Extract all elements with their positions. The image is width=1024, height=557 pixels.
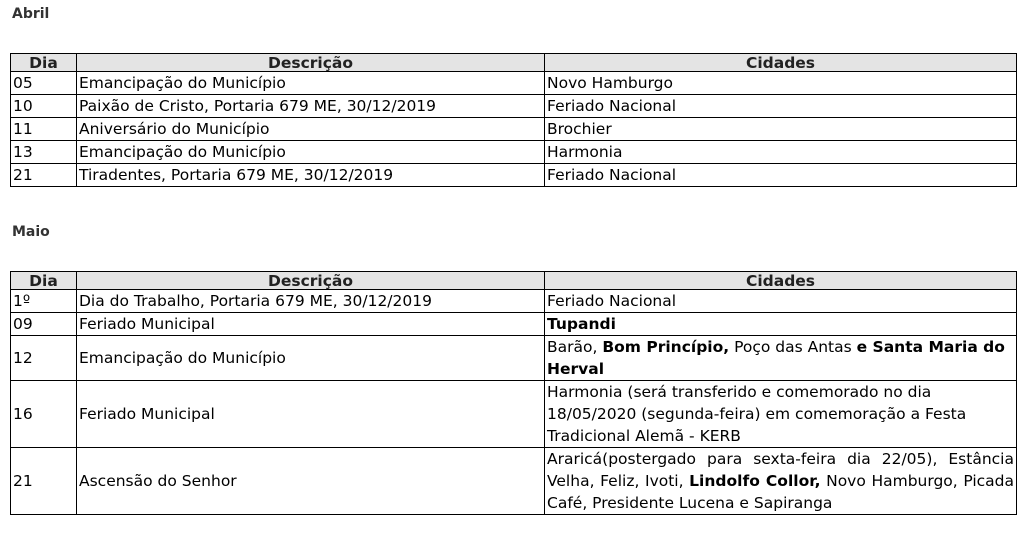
city-text: e Santa Maria do Herval: [547, 338, 1005, 378]
description-cell: Paixão de Cristo, Portaria 679 ME, 30/12/2019: [77, 95, 545, 118]
day-cell: 21: [11, 164, 77, 187]
column-header-descricao: Descrição: [77, 54, 545, 72]
description-cell: Emancipação do Município: [77, 336, 545, 381]
section-title-abril: Abril: [12, 6, 50, 22]
cities-cell: [545, 336, 1017, 381]
day-cell: 05: [11, 72, 77, 95]
description-cell: Aniversário do Município: [77, 118, 545, 141]
description-cell: Tiradentes, Portaria 679 ME, 30/12/2019: [77, 164, 545, 187]
table-row: [11, 336, 1017, 381]
city-text: Bom Princípio,: [602, 338, 730, 356]
table-row: [11, 164, 1017, 187]
holiday-table-maio: [10, 271, 1017, 515]
cities-cell: [545, 381, 1017, 448]
cities-cell: [545, 313, 1017, 336]
section-title-maio: Maio: [12, 224, 50, 240]
city-text: Lindolfo Collor,: [689, 472, 821, 490]
cities-cell: [545, 141, 1017, 164]
table-header-row: [11, 54, 1017, 72]
city-text: Feriado Nacional: [547, 97, 677, 115]
table-row: [11, 141, 1017, 164]
city-text: Novo Hamburgo: [547, 74, 673, 92]
description-cell: Ascensão do Senhor: [77, 448, 545, 515]
cities-cell: [545, 118, 1017, 141]
day-cell: 1º: [11, 290, 77, 313]
table-row: [11, 72, 1017, 95]
day-cell: 09: [11, 313, 77, 336]
city-text: Harmonia: [547, 143, 623, 161]
table-row: [11, 290, 1017, 313]
column-header-dia: Dia: [11, 54, 77, 72]
table-row: [11, 448, 1017, 515]
column-header-cidades: Cidades: [545, 272, 1017, 290]
column-header-descricao: Descrição: [77, 272, 545, 290]
city-text: Tupandi: [547, 315, 616, 333]
table-row: [11, 95, 1017, 118]
city-text: Feriado Nacional: [547, 292, 677, 310]
day-cell: 12: [11, 336, 77, 381]
holiday-table-abril: [10, 53, 1017, 187]
city-text: Feriado Nacional: [547, 166, 677, 184]
city-text: Araricá(postergado para sexta-feira dia 22/05), Estância Velha, Feliz, Ivoti,: [547, 450, 1014, 490]
day-cell: 10: [11, 95, 77, 118]
city-text: Brochier: [547, 120, 612, 138]
day-cell: 16: [11, 381, 77, 448]
cities-cell: [545, 290, 1017, 313]
table-row: [11, 118, 1017, 141]
city-text: Poço das Antas: [729, 338, 857, 356]
cities-cell: [545, 164, 1017, 187]
description-cell: Emancipação do Município: [77, 141, 545, 164]
column-header-dia: Dia: [11, 272, 77, 290]
day-cell: 11: [11, 118, 77, 141]
description-cell: Dia do Trabalho, Portaria 679 ME, 30/12/2019: [77, 290, 545, 313]
description-cell: Feriado Municipal: [77, 313, 545, 336]
description-cell: Feriado Municipal: [77, 381, 545, 448]
city-text: Harmonia (será transferido e comemorado no dia 18/05/2020 (segunda-feira) em comemoração a Festa Tradicional Alemã - KERB: [547, 383, 967, 445]
day-cell: 13: [11, 141, 77, 164]
day-cell: 21: [11, 448, 77, 515]
city-text: Novo Hamburgo, Picada Café, Presidente Lucena e Sapiranga: [547, 472, 1015, 512]
description-cell: Emancipação do Município: [77, 72, 545, 95]
cities-cell: [545, 448, 1017, 515]
table-row: [11, 313, 1017, 336]
city-text: Barão,: [547, 338, 603, 356]
table-header-row: [11, 272, 1017, 290]
column-header-cidades: Cidades: [545, 54, 1017, 72]
table-row: [11, 381, 1017, 448]
cities-cell: [545, 95, 1017, 118]
cities-cell: [545, 72, 1017, 95]
